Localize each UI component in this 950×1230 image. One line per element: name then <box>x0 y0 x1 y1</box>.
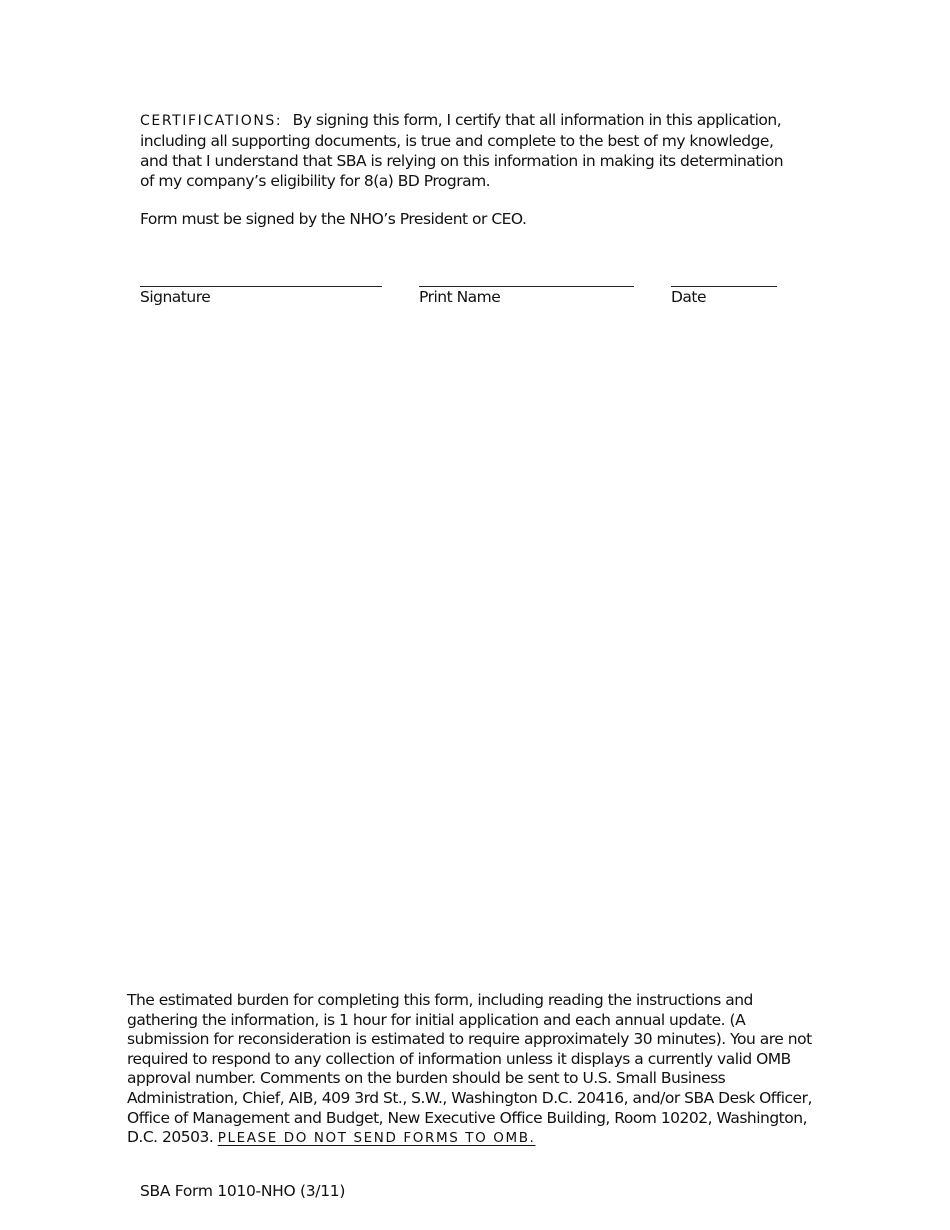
burden-text: The estimated burden for completing this form, including reading the instructions and gathering the information, is 1 hour for initial application and each annual update. (A submission for reconsideration is estimated to require approximately 30 minutes). You are not required to respond to any collection of information unless it displays a currently valid OMB approval number. Comments on the burden should be sent to U.S. Small Business Administration, Chief, AIB, 409 3rd St., S.W., Washington D.C. 20416, and/or SBA Desk Officer, Office of Management and Budget, New Executive Office Building, Room 10202, Washington, D.C. 20503. <box>127 991 812 1147</box>
print-name-label: Print Name <box>419 288 501 306</box>
date-label: Date <box>671 288 707 306</box>
certification-paragraph <box>140 110 800 191</box>
signing-requirement-note: Form must be signed by the NHO’s President or CEO. <box>140 210 527 228</box>
certification-heading: CERTIFICATIONS: <box>140 113 283 129</box>
burden-statement <box>127 991 817 1149</box>
form-identifier: SBA Form 1010-NHO (3/11) <box>140 1182 346 1200</box>
date-field[interactable] <box>671 268 777 307</box>
print-name-line[interactable] <box>419 268 634 287</box>
print-name-field[interactable] <box>419 268 634 307</box>
signature-label: Signature <box>140 288 211 306</box>
signature-field[interactable] <box>140 268 382 307</box>
signature-line[interactable] <box>140 268 382 287</box>
date-line[interactable] <box>671 268 777 287</box>
certification-text: By signing this form, I certify that all information in this application, including all supporting documents, is true and complete to the best of my knowledge, and that I understand that SBA is relying on this information in making its determination of my company’s eligibility for 8(a) BD Program. <box>140 111 784 190</box>
omb-notice: PLEASE DO NOT SEND FORMS TO OMB. <box>217 1130 536 1147</box>
